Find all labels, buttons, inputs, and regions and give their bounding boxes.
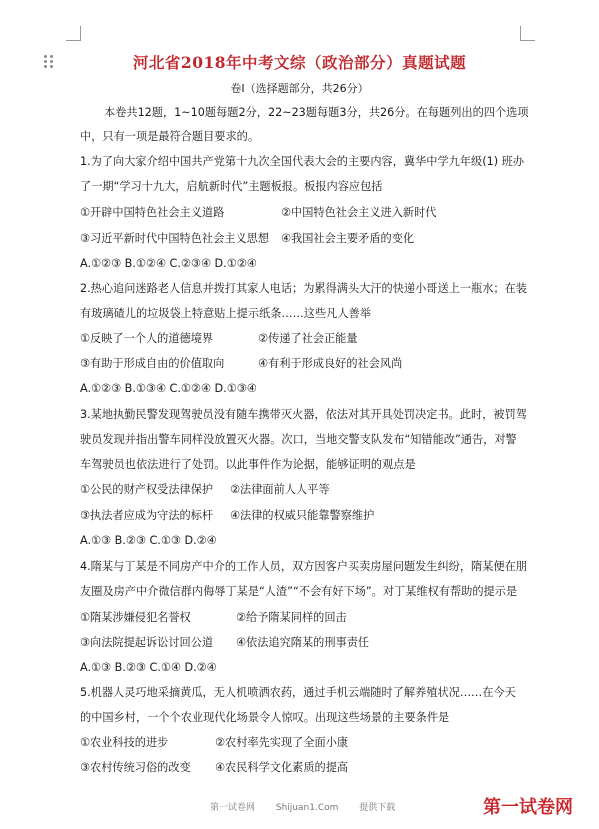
footer-provide-text: 提供下载 — [359, 803, 396, 813]
q1-answer-choices: A.①②③ B.①②④ C.②③④ D.①②④ — [80, 257, 257, 270]
q1-stem-line-1: 1.为了向大家介绍中国共产党第十九次全国代表大会的主要内容，冀华中学九年级(1) 班办 — [80, 155, 525, 168]
q1-option-2: ②中国特色社会主义进入新时代 — [281, 206, 437, 219]
q1-option-4: ④我国社会主要矛盾的变化 — [281, 232, 415, 245]
q3-stem-line-2: 驶员发现并指出警车同样没放置灭火器。次口，当地交警支队发布“知错能改”通告，对警 — [80, 433, 517, 446]
q1-option-3: ③习近平新时代中国特色社会主义思想 — [80, 232, 270, 245]
q3-option-1: ①公民的财产权受法律保护 — [80, 483, 214, 496]
q4-stem-line-1: 4.隋某与丁某是不同房产中介的工作人员，双方因客户买卖房屋问题发生纠纷，隋某便在朋 — [80, 560, 527, 573]
q3-stem-line-3: 车驾驶员也依法进行了处罚。以此事件作为论据，能够证明的观点是 — [80, 458, 416, 471]
q2-option-2: ②传递了社会正能量 — [258, 332, 358, 345]
q5-stem-line-2: 的中国乡村，一个个农业现代化场景令人惊叹。出现这些场景的主要条件是 — [80, 711, 450, 724]
q2-option-4: ④有利于形成良好的社会风尚 — [258, 357, 403, 370]
q4-stem-line-2: 友圈及房产中介微信群内侮辱丁某是“人渣”“不会有好下场”。对丁某维权有帮助的提示是 — [80, 585, 518, 598]
q5-stem-line-1: 5.机器人灵巧地采摘黄瓜，无人机喷洒农药，通过手机云端随时了解养殖状况……在今天 — [80, 686, 516, 699]
q2-stem-line-2: 有玻璃碴儿的垃圾袋上特意贴上提示纸条……这些凡人善举 — [80, 307, 371, 320]
page-title: 河北省2018年中考文综（政治部分）真题试题 — [132, 53, 467, 72]
q4-answer-choices: A.①③ B.②③ C.①④ D.②④ — [80, 661, 217, 674]
q3-option-2: ②法律面前人人平等 — [230, 483, 330, 496]
section-heading: 卷Ⅰ（选择题部分，共26分） — [230, 82, 369, 95]
q4-option-2: ②给予隋某同样的回击 — [236, 611, 347, 624]
q2-answer-choices: A.①②③ B.①③④ C.①②④ D.①③④ — [80, 382, 257, 395]
footer-site-name: 第一试卷网 — [210, 803, 256, 813]
q4-option-1: ①隋某涉嫌侵犯名誉权 — [80, 611, 191, 624]
footer-site-url[interactable]: Shijuan1.Com — [275, 803, 339, 813]
instructions-line-1: 本卷共12题，1~10题每题2分，22~23题每题3分，共26分。在每题列出的四个选项 — [104, 106, 529, 119]
page-corner-mark-top-right — [520, 26, 535, 41]
q1-option-1: ①开辟中国特色社会主义道路 — [80, 206, 225, 219]
q3-option-3: ③执法者应成为守法的标杆 — [80, 509, 214, 522]
q3-option-4: ④法律的权威只能靠警察维护 — [230, 509, 375, 522]
q5-option-4: ④农民科学文化素质的提高 — [215, 761, 349, 774]
q3-stem-line-1: 3.某地执勤民警发现驾驶员没有随车携带灭火器，依法对其开具处罚决定书。此时，被罚驾 — [80, 408, 527, 421]
q2-option-3: ③有助于形成自由的价值取向 — [80, 357, 225, 370]
q4-option-3: ③向法院提起诉讼讨回公道 — [80, 636, 214, 649]
q3-answer-choices: A.①③ B.②③ C.①③ D.②④ — [80, 534, 217, 547]
q2-stem-line-1: 2.热心追问迷路老人信息并拨打其家人电话；为累得满头大汗的快递小哥送上一瓶水；在装 — [80, 282, 527, 295]
site-watermark-logo: 第一试卷网 — [483, 797, 573, 818]
page-footer — [210, 800, 413, 813]
q1-stem-line-2: 了一期“学习十九大，启航新时代”主题板报。板报内容应包括 — [80, 180, 383, 193]
q5-option-3: ③农村传统习俗的改变 — [80, 761, 191, 774]
q5-option-2: ②农村率先实现了全面小康 — [215, 736, 349, 749]
q5-option-1: ①农业科技的进步 — [80, 736, 169, 749]
q2-option-1: ①反映了一个人的道德境界 — [80, 332, 214, 345]
instructions-line-2: 中，只有一项是最符合题目要求的。 — [80, 130, 260, 143]
q4-option-4: ④依法追究隋某的刑事责任 — [236, 636, 370, 649]
page-corner-mark-top-left — [66, 26, 81, 41]
